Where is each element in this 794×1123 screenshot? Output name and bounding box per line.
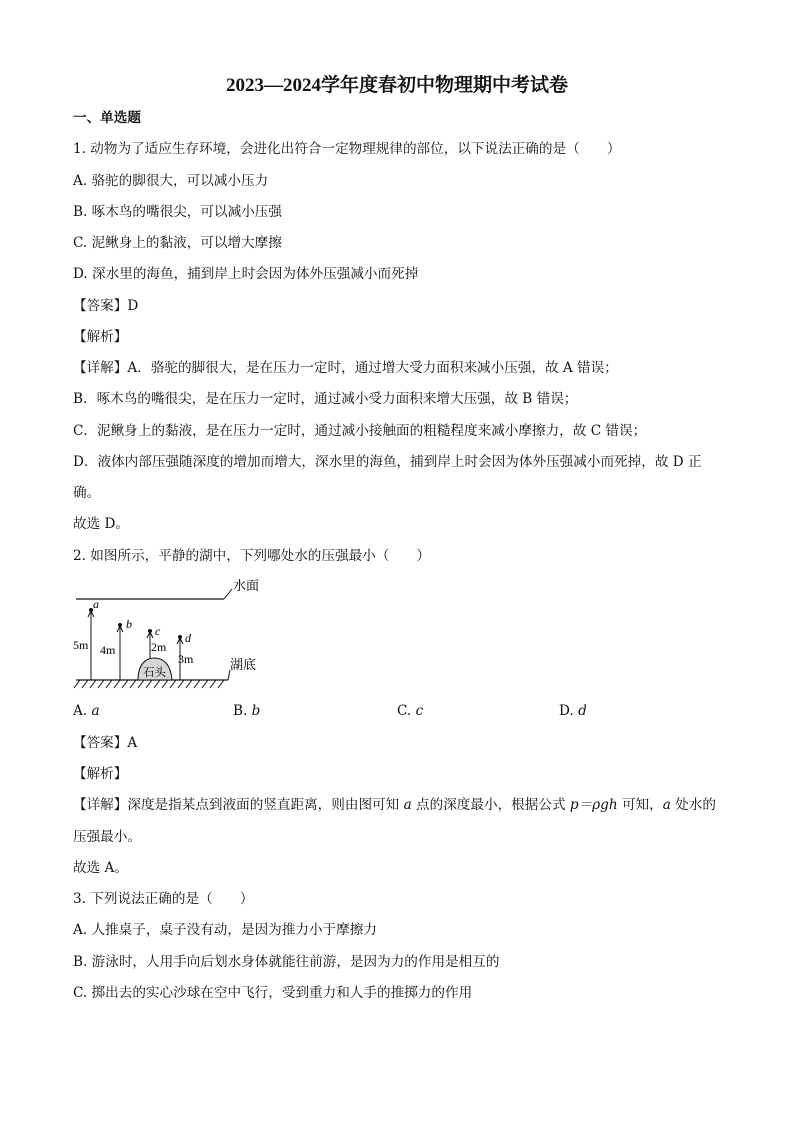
lake-pressure-figure [70,574,270,694]
q1-option-b: B. 啄木鸟的嘴很尖，可以减小压强 [73,204,282,220]
lake-bottom-label: 湖底 [230,657,257,672]
q3-option-b: B. 游泳时，人用手向后划水身体就能往前游，是因为力的作用是相互的 [73,954,500,970]
q2-detail-line: 压强最小。 [73,829,141,845]
q2-detail-line: 【详解】深度是指某点到液面的竖直距离，则由图可知 a 点的深度最小，根据公式 p＝ρgh 可知，a 处水的 [73,797,716,813]
point-a-label: a [93,597,99,611]
q2-option-d: D. d [559,703,587,719]
height-b-label: 4m [100,643,116,657]
q1-detail-line: 确。 [73,485,101,501]
q1-answer: 【答案】D [73,298,139,314]
q2-answer: 【答案】A [73,735,138,751]
q1-analysis-label: 【解析】 [73,329,128,345]
q3-option-a: A. 人推桌子，桌子没有动，是因为推力小于摩擦力 [73,922,377,938]
q2-conclusion: 故选 A。 [73,860,128,876]
q1-option-c: C. 泥鳅身上的黏液，可以增大摩擦 [73,235,282,251]
q2-option-c: C. c [397,703,424,719]
q3-stem: 3. 下列说法正确的是（ ） [73,891,254,907]
q2-analysis-label: 【解析】 [73,766,128,782]
q1-detail-line: C．泥鳅身上的黏液，是在压力一定时，通过减小接触面的粗糙程度来减小摩擦力，故 C 错误； [73,423,647,439]
point-d-label: d [185,631,191,645]
height-a-label: 5m [73,638,89,652]
q1-option-d: D. 深水里的海鱼，捕到岸上时会因为体外压强减小而死掉 [73,266,419,282]
point-c-label: c [155,624,161,638]
q2-option-a: A. a [73,703,100,719]
water-surface-label: 水面 [233,578,260,593]
height-d-label: 3m [178,652,194,666]
q2-options [73,703,713,721]
q1-detail-line: 【详解】A．骆驼的脚很大，是在压力一定时，通过增大受力面积来减小压强，故 A 错误； [73,360,618,376]
section-heading: 一、单选题 [73,110,141,126]
q2-stem: 2. 如图所示，平静的湖中，下列哪处水的压强最小（ ） [73,548,431,564]
page-title: 2023—2024学年度春初中物理期中考试卷 [225,75,568,96]
q1-detail-line: B．啄木鸟的嘴很尖，是在压力一定时，通过减小受力面积来增大压强，故 B 错误； [73,391,578,407]
q1-detail-line: D．液体内部压强随深度的增加而增大，深水里的海鱼，捕到岸上时会因为体外压强减小而死掉，故 D 正 [73,454,702,470]
q3-option-c: C. 掷出去的实心沙球在空中飞行，受到重力和人手的推掷力的作用 [73,985,473,1001]
q1-stem: 1. 动物为了适应生存环境，会进化出符合一定物理规律的部位，以下说法正确的是（ ） [73,141,621,157]
q1-option-a: A. 骆驼的脚很大，可以减小压力 [73,173,269,189]
stone-label: 石头 [143,667,166,679]
q2-option-b: B. b [233,703,261,719]
pressure-formula: p＝ρgh [569,797,618,813]
q1-conclusion: 故选 D。 [73,516,130,532]
point-b-label: b [126,617,132,631]
height-c-label: 2m [151,640,167,654]
